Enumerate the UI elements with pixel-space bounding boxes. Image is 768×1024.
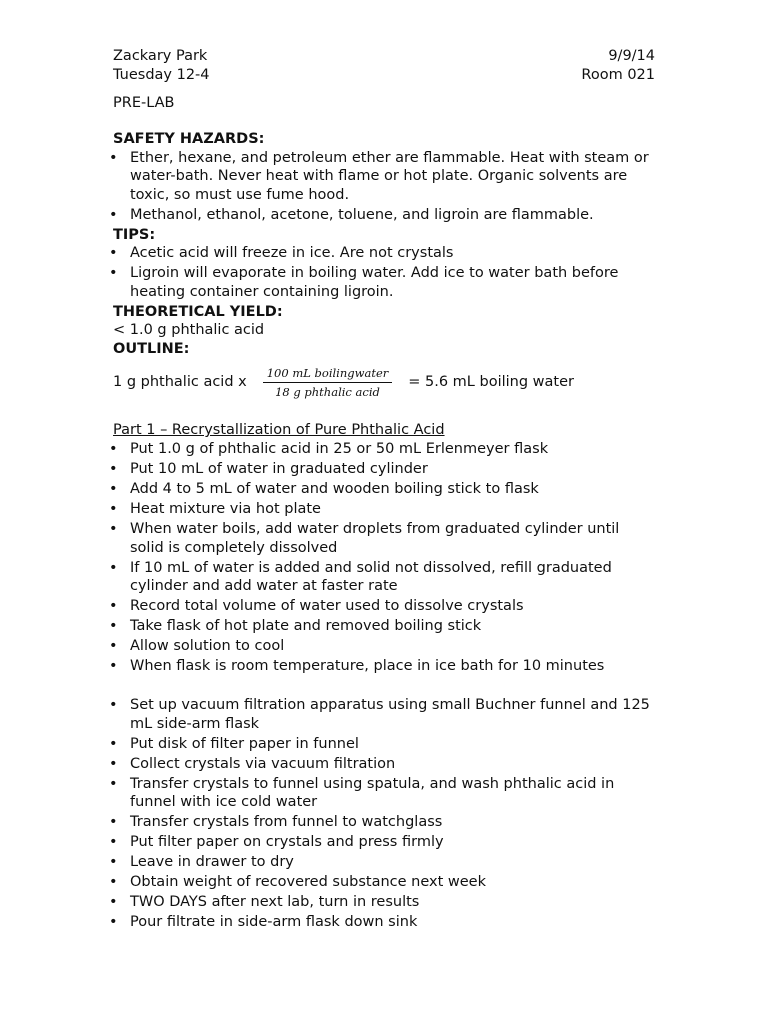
list-item: • Ligroin will evaporate in boiling water. Add ice to water bath before heating container containing ligroin.: [113, 264, 655, 301]
outline-heading: OUTLINE:: [113, 340, 190, 357]
formula-left: 1 g phthalic acid x: [113, 374, 247, 390]
list-item: • Record total volume of water used to dissolve crystals: [113, 597, 655, 616]
page-title: PRE-LAB: [113, 95, 175, 111]
list-item: • Put disk of filter paper in funnel: [113, 735, 655, 754]
list-item: • When water boils, add water droplets from graduated cylinder until solid is completely dissolved: [113, 520, 655, 557]
list-item: • Set up vacuum filtration apparatus using small Buchner funnel and 125 mL side-arm flask: [113, 696, 655, 733]
list-item: • TWO DAYS after next lab, turn in results: [113, 893, 655, 912]
list-item: • Acetic acid will freeze in ice. Are not crystals: [113, 244, 655, 263]
list-item: • Put 10 mL of water in graduated cylinder: [113, 460, 655, 479]
list-item: • Put filter paper on crystals and press firmly: [113, 833, 655, 852]
document-page: [113, 47, 655, 933]
formula-fraction: [263, 366, 393, 399]
yield-heading: THEORETICAL YIELD:: [113, 303, 283, 320]
list-item: • Add 4 to 5 mL of water and wooden boiling stick to flask: [113, 480, 655, 499]
room-number: Room 021: [581, 66, 655, 83]
safety-heading: SAFETY HAZARDS:: [113, 131, 265, 147]
tips-list: [113, 244, 655, 301]
tips-heading: TIPS:: [113, 226, 156, 243]
formula-numerator: 100 mL boilingwater: [263, 366, 393, 383]
date: 9/9/14: [608, 48, 655, 64]
list-item: • Ether, hexane, and petroleum ether are flammable. Heat with steam or water-bath. Never heat with flame or hot plate. Organic solvents are toxic, so must use fume hood.: [113, 149, 655, 205]
spacer: [113, 677, 655, 696]
part1-heading: Part 1 – Recrystallization of Pure Phthalic Acid: [113, 422, 445, 438]
safety-list: [113, 149, 655, 225]
list-item: • Take flask of hot plate and removed boiling stick: [113, 617, 655, 636]
list-item: • Transfer crystals to funnel using spatula, and wash phthalic acid in funnel with ice cold water: [113, 775, 655, 812]
list-item: • Transfer crystals from funnel to watchglass: [113, 813, 655, 832]
list-item: • Methanol, ethanol, acetone, toluene, and ligroin are flammable.: [113, 206, 655, 225]
part1-steps-a: [113, 440, 655, 676]
list-item: • Pour filtrate in side-arm flask down sink: [113, 913, 655, 932]
lab-session: Tuesday 12-4: [113, 66, 210, 83]
list-item: • Leave in drawer to dry: [113, 853, 655, 872]
list-item: • Put 1.0 g of phthalic acid in 25 or 50 mL Erlenmeyer flask: [113, 440, 655, 459]
header-row-2: [113, 66, 655, 85]
list-item: • If 10 mL of water is added and solid not dissolved, refill graduated cylinder and add water at faster rate: [113, 559, 655, 596]
list-item: • Obtain weight of recovered substance next week: [113, 873, 655, 892]
list-item: • Allow solution to cool: [113, 637, 655, 656]
yield-formula: [113, 360, 655, 404]
list-item: • Collect crystals via vacuum filtration: [113, 755, 655, 774]
formula-right: = 5.6 mL boiling water: [408, 374, 574, 390]
yield-value: < 1.0 g phthalic acid: [113, 322, 265, 338]
part1-steps-b: [113, 696, 655, 932]
student-name: Zackary Park: [113, 48, 208, 64]
header-row-1: [113, 47, 655, 66]
list-item: • When flask is room temperature, place in ice bath for 10 minutes: [113, 657, 655, 676]
formula-denominator: 18 g phthalic acid: [275, 384, 380, 399]
list-item: • Heat mixture via hot plate: [113, 500, 655, 519]
